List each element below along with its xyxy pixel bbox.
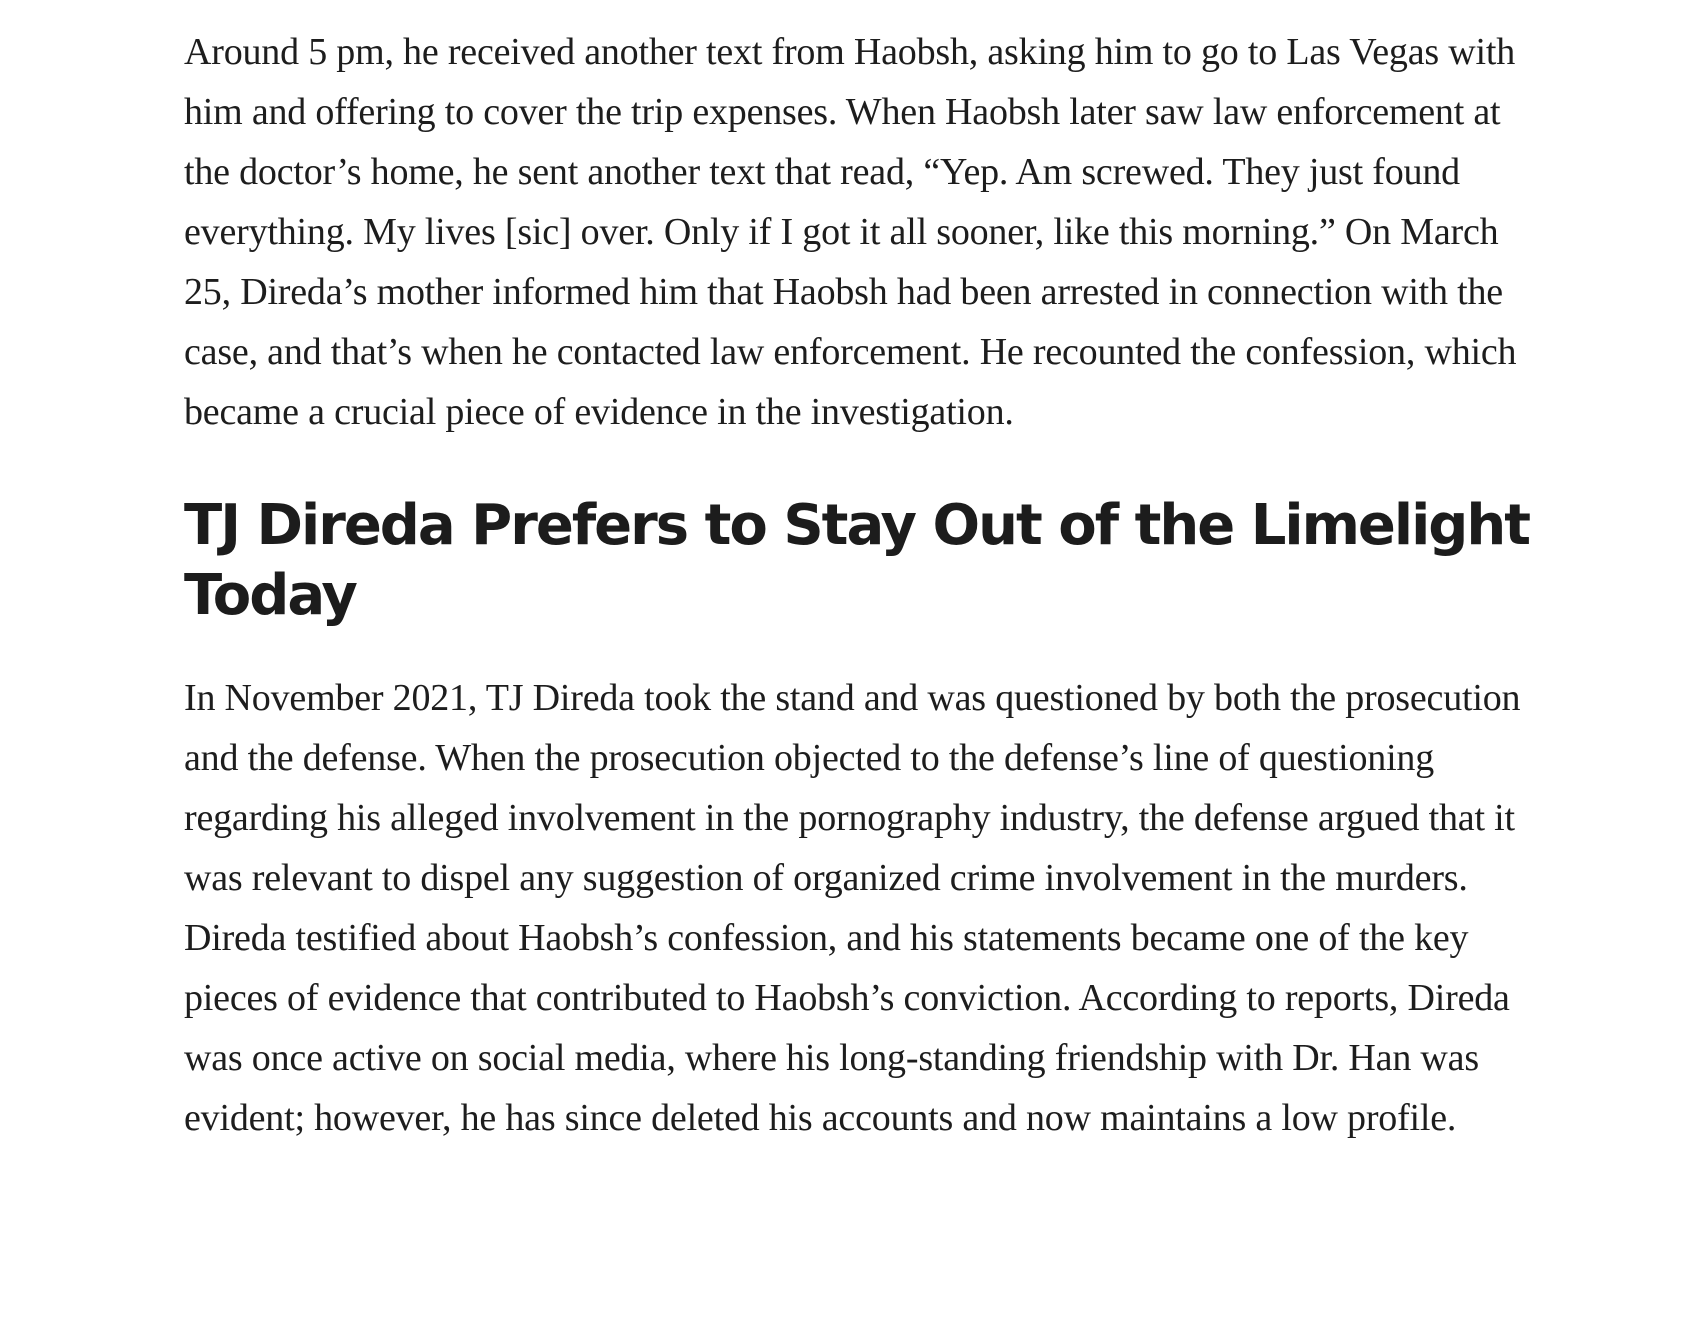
section-heading: TJ Direda Prefers to Stay Out of the Limelight Today bbox=[184, 493, 1530, 628]
article-paragraph: In November 2021, TJ Direda took the stand and was questioned by both the prosecution and the defense. When the prosecution objected to the defense’s line of questioning regarding his alleged involvement in the pornography industry, the defense argued that it was relevant to dispel any suggestion of organized crime involvement in the murders. Direda testified about Haobsh’s confession, and his statements became one of the key pieces of evidence that contributed to Haobsh’s conviction. According to reports, Direda was once active on social media, where his long-standing friendship with Dr. Han was evident; however, he has since deleted his accounts and now maintains a low profile. bbox=[184, 677, 1521, 1139]
article-paragraph: Around 5 pm, he received another text from Haobsh, asking him to go to Las Vegas with him and offering to cover the trip expenses. When Haobsh later saw law enforcement at the doctor’s home, he sent another text that read, “Yep. Am screwed. They just found everything. My lives [sic] over. Only if I got it all sooner, like this morning.” On March 25, Direda’s mother informed him that Haobsh had been arrested in connection with the case, and that’s when he contacted law enforcement. He recounted the confession, which became a crucial piece of evidence in the investigation. bbox=[184, 31, 1517, 433]
article-body bbox=[184, 22, 1544, 1148]
